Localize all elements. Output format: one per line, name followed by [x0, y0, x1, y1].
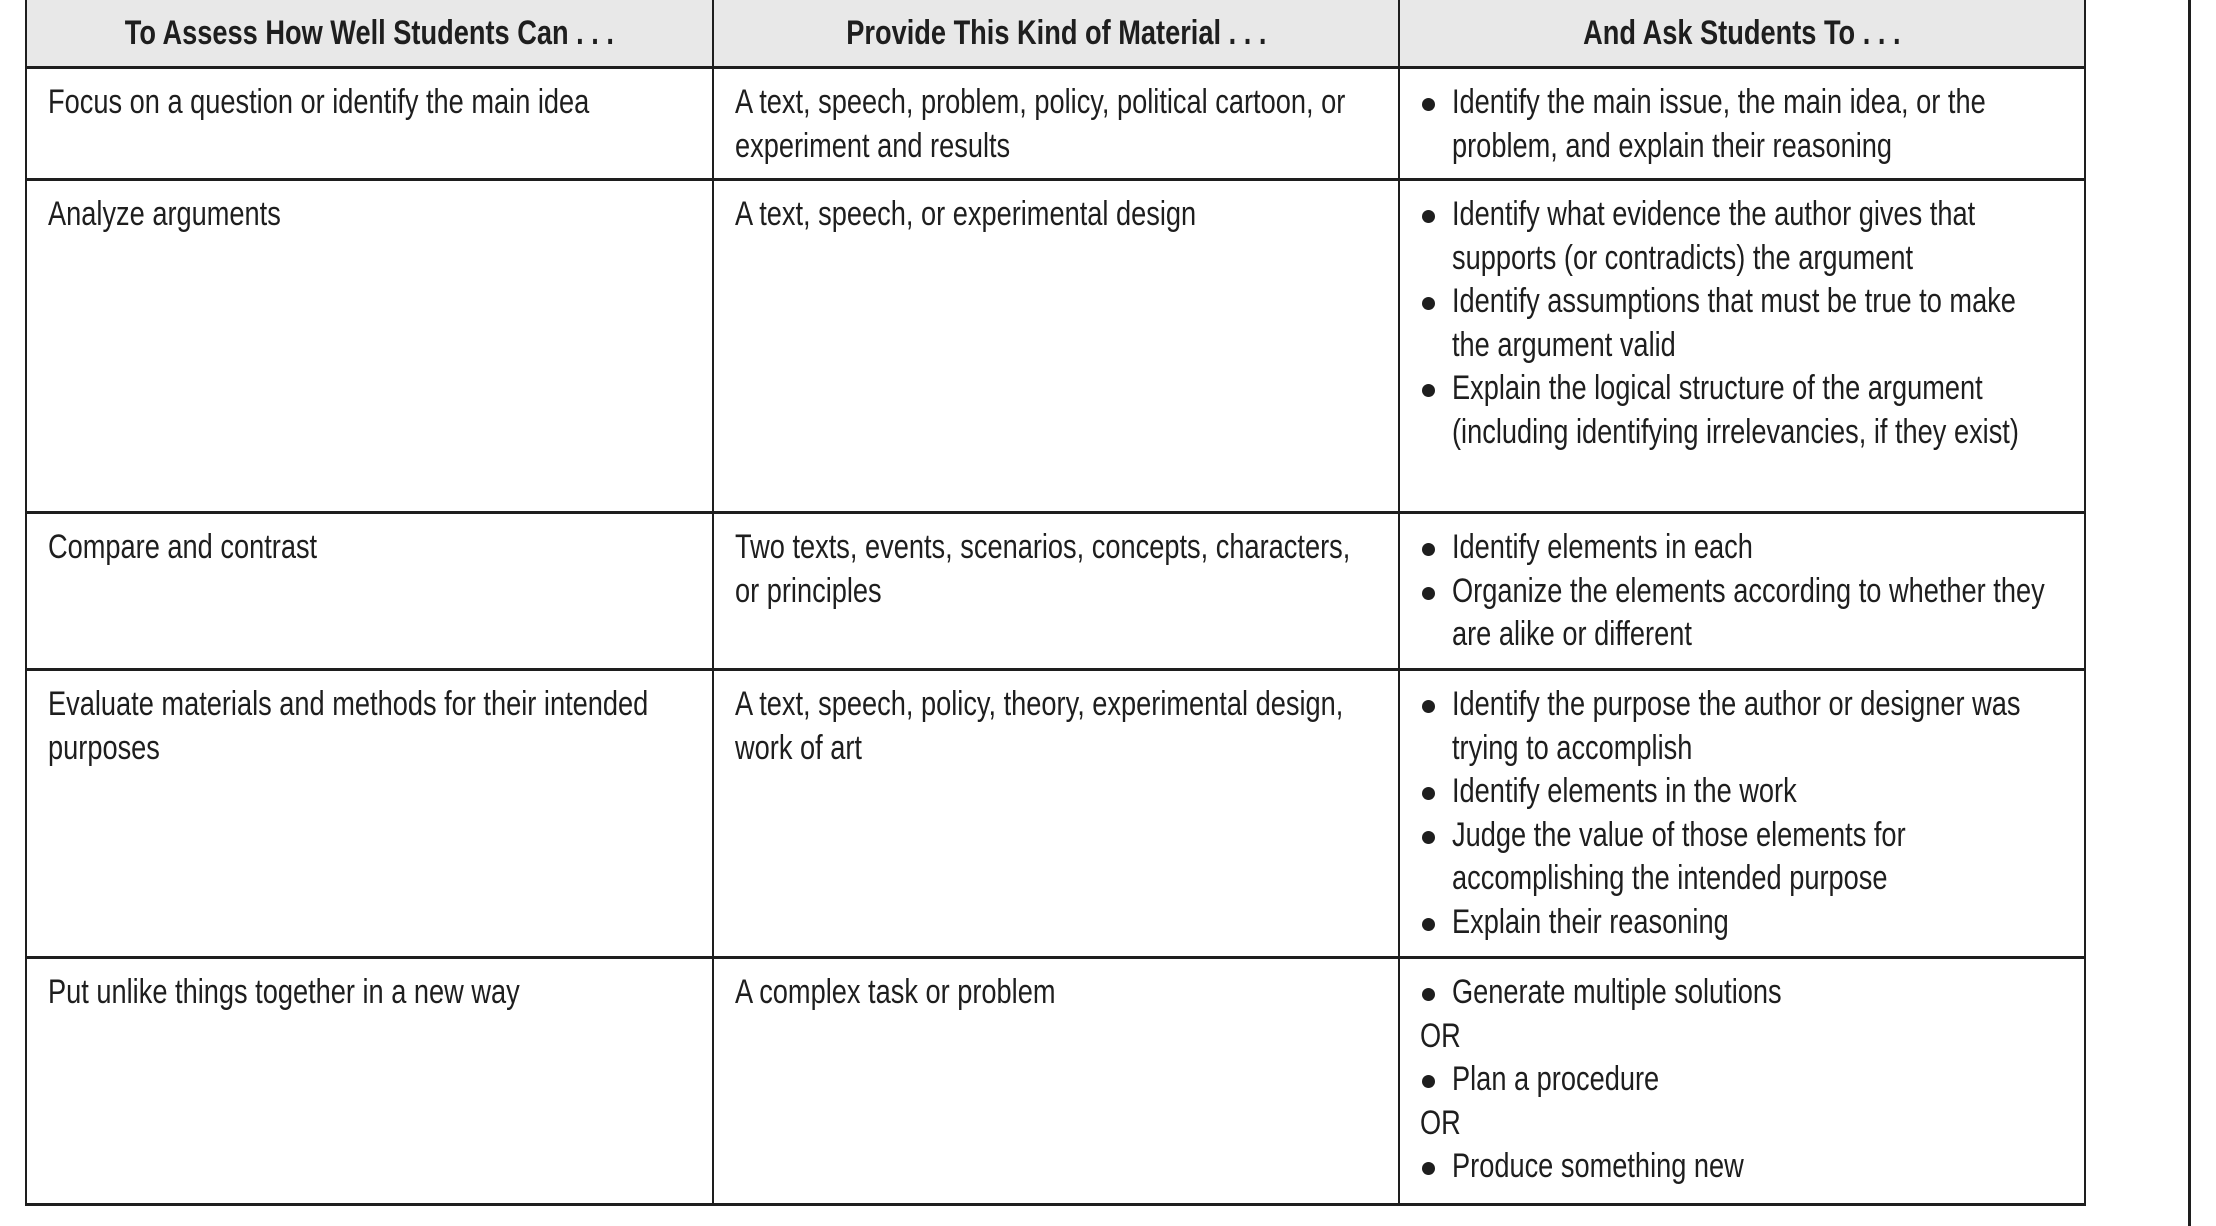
task-text: Identify the purpose the author or designer was trying to accomplish	[1452, 685, 2021, 767]
cell-skill	[26, 670, 713, 958]
task-list	[1400, 181, 2060, 462]
task-list-item	[1400, 526, 2060, 570]
table-row	[26, 68, 2085, 180]
task-list	[1400, 69, 2060, 176]
task-list-item	[1400, 367, 2060, 454]
or-separator	[1400, 1015, 2060, 1059]
cell-skill	[26, 180, 713, 513]
cell-skill	[26, 68, 713, 180]
task-text: Produce something new	[1452, 1147, 1745, 1185]
assessment-table	[25, 0, 2086, 1206]
material-text: A text, speech, policy, theory, experimental design, work of art	[734, 685, 1343, 767]
task-list-item	[1400, 81, 2060, 168]
bullet-icon	[1422, 787, 1435, 800]
task-list-item	[1400, 280, 2060, 367]
table-header-row	[26, 0, 2085, 68]
task-text: Generate multiple solutions	[1452, 973, 1782, 1011]
skill-text: Evaluate materials and methods for their intended purposes	[48, 685, 649, 767]
task-list-item	[1400, 770, 2060, 814]
table-row	[26, 180, 2085, 513]
column-header-material: Provide This Kind of Material . . .	[713, 0, 1400, 68]
bullet-icon	[1422, 918, 1435, 931]
rotated-margin-caption	[2203, 0, 2216, 830]
separator-text: OR	[1420, 1103, 1462, 1142]
cell-material	[713, 68, 1400, 180]
task-text: Plan a procedure	[1452, 1060, 1660, 1098]
task-text: Organize the elements according to whether they are alike or different	[1452, 571, 2046, 653]
task-text: Judge the value of those elements for accomplishing the intended purpose	[1452, 815, 1906, 897]
task-list	[1400, 671, 2060, 952]
bullet-icon	[1422, 98, 1435, 111]
task-text: Explain their reasoning	[1452, 902, 1730, 941]
cell-material	[713, 180, 1400, 513]
cell-skill	[26, 958, 713, 1205]
task-list-item	[1400, 901, 2060, 945]
skill-text: Analyze arguments	[48, 195, 281, 233]
task-list-item	[1400, 570, 2060, 657]
task-text: Identify elements in each	[1452, 528, 1754, 566]
column-header-tasks: And Ask Students To . . .	[1399, 0, 2085, 68]
material-text: A complex task or problem	[734, 973, 1056, 1011]
or-separator	[1400, 1102, 2060, 1146]
bullet-icon	[1422, 700, 1435, 713]
task-list	[1400, 514, 2060, 665]
task-text: Identify assumptions that must be true to make the argument valid	[1452, 282, 2017, 364]
skill-text: Put unlike things together in a new way	[48, 973, 520, 1011]
bullet-icon	[1422, 297, 1435, 310]
table-row	[26, 670, 2085, 958]
task-list-item	[1400, 971, 2060, 1015]
cell-tasks	[1399, 513, 2085, 670]
cell-tasks	[1399, 68, 2085, 180]
task-list-item	[1400, 1058, 2060, 1102]
task-text: Identify what evidence the author gives that supports (or contradicts) the argument	[1452, 195, 1976, 277]
cell-material	[713, 670, 1400, 958]
bullet-icon	[1422, 988, 1435, 1001]
bullet-icon	[1422, 1075, 1435, 1088]
skill-text: Focus on a question or identify the main idea	[48, 83, 590, 121]
task-list-item	[1400, 1145, 2060, 1189]
column-header-skill: To Assess How Well Students Can . . .	[26, 0, 713, 68]
page-margin-rule	[2188, 0, 2191, 1226]
bullet-icon	[1422, 210, 1435, 223]
cell-tasks	[1399, 958, 2085, 1205]
cell-tasks	[1399, 670, 2085, 958]
task-text: Identify the main issue, the main idea, or the problem, and explain their reasoning	[1452, 83, 1987, 165]
cell-material	[713, 513, 1400, 670]
table-row	[26, 958, 2085, 1205]
task-list-item	[1400, 193, 2060, 280]
task-list	[1400, 959, 2060, 1197]
cell-material	[713, 958, 1400, 1205]
bullet-icon	[1422, 384, 1435, 397]
table-row	[26, 513, 2085, 670]
task-list-item	[1400, 814, 2060, 901]
bullet-icon	[1422, 543, 1435, 556]
material-text: Two texts, events, scenarios, concepts, characters, or principles	[734, 528, 1350, 610]
separator-text: OR	[1420, 1016, 1462, 1055]
bullet-icon	[1422, 831, 1435, 844]
task-list-item	[1400, 683, 2060, 770]
material-text: A text, speech, problem, policy, political cartoon, or experiment and results	[734, 83, 1345, 165]
skill-text: Compare and contrast	[48, 528, 318, 566]
cell-tasks	[1399, 180, 2085, 513]
cell-skill	[26, 513, 713, 670]
task-text: Explain the logical structure of the argument (including identifying irrelevancies, if they exist)	[1452, 369, 2020, 451]
material-text: A text, speech, or experimental design	[734, 195, 1196, 233]
bullet-icon	[1422, 1162, 1435, 1175]
task-text: Identify elements in the work	[1452, 772, 1798, 810]
bullet-icon	[1422, 587, 1435, 600]
